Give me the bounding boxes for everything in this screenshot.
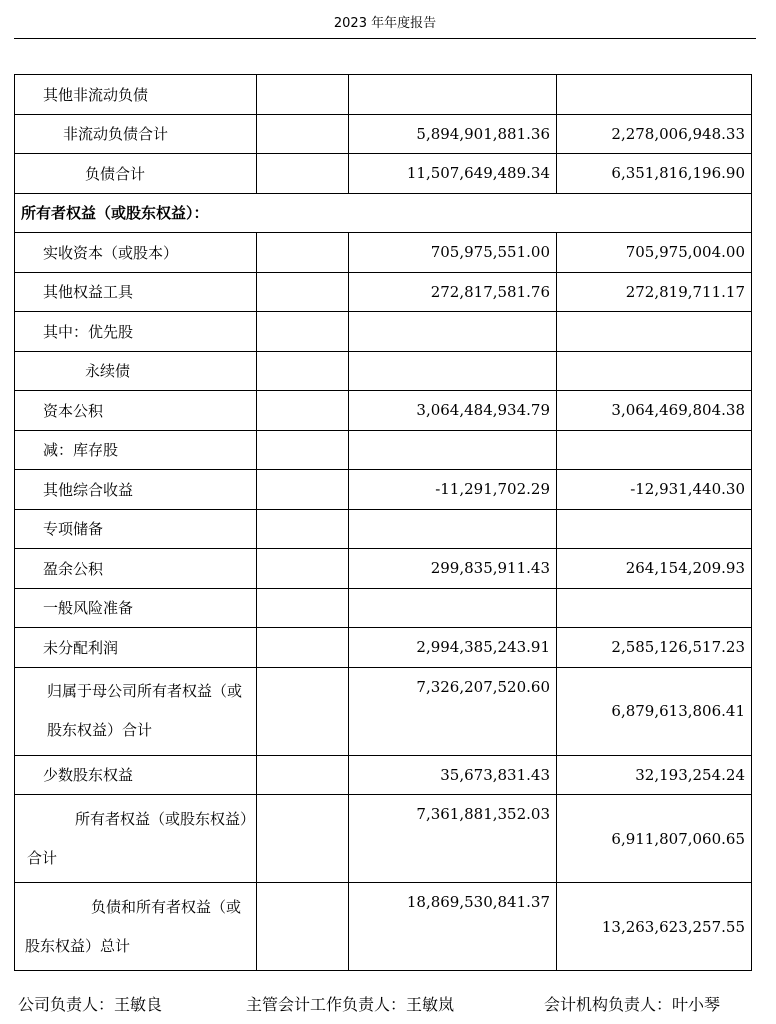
table-row	[15, 509, 752, 549]
previous-value: 2,278,006,948.33	[557, 114, 752, 154]
previous-value: 705,975,004.00	[557, 233, 752, 273]
current-value: 7,361,881,352.03	[349, 795, 557, 883]
table-row	[15, 75, 752, 115]
previous-value: -12,931,440.30	[557, 470, 752, 510]
row-label: 负债和所有者权益（或股东权益）总计	[15, 883, 257, 971]
previous-value: 6,911,807,060.65	[557, 795, 752, 883]
row-label: 减：库存股	[15, 430, 257, 470]
row-label: 所有者权益（或股东权益）合计	[15, 795, 257, 883]
table-row	[15, 588, 752, 628]
row-label: 未分配利润	[15, 628, 257, 668]
table-row	[15, 628, 752, 668]
balance-sheet-table	[14, 74, 752, 971]
table-row	[15, 312, 752, 352]
company-head-signature: 公司负责人：王敏良	[18, 995, 163, 1014]
table-row	[15, 883, 752, 971]
current-value	[349, 430, 557, 470]
note-cell	[257, 667, 349, 755]
current-value	[349, 75, 557, 115]
current-value	[349, 351, 557, 391]
report-header	[14, 14, 756, 39]
section-heading-row	[15, 193, 752, 233]
table-row	[15, 755, 752, 795]
note-cell	[257, 430, 349, 470]
previous-value	[557, 509, 752, 549]
note-cell	[257, 628, 349, 668]
current-value: 2,994,385,243.91	[349, 628, 557, 668]
note-cell	[257, 549, 349, 589]
row-label: 非流动负债合计	[15, 114, 257, 154]
row-label: 实收资本（或股本）	[15, 233, 257, 273]
previous-value: 32,193,254.24	[557, 755, 752, 795]
note-cell	[257, 795, 349, 883]
previous-value: 3,064,469,804.38	[557, 391, 752, 431]
section-heading-equity: 所有者权益（或股东权益）：	[15, 193, 752, 233]
table-row	[15, 114, 752, 154]
previous-value	[557, 312, 752, 352]
previous-value: 6,879,613,806.41	[557, 667, 752, 755]
current-value: 35,673,831.43	[349, 755, 557, 795]
row-label: 负债合计	[15, 154, 257, 194]
note-cell	[257, 272, 349, 312]
note-cell	[257, 75, 349, 115]
note-cell	[257, 351, 349, 391]
current-value: 272,817,581.76	[349, 272, 557, 312]
table-row	[15, 470, 752, 510]
note-cell	[257, 755, 349, 795]
current-value: 705,975,551.00	[349, 233, 557, 273]
table-row	[15, 430, 752, 470]
row-label: 其他综合收益	[15, 470, 257, 510]
previous-value	[557, 75, 752, 115]
previous-value: 264,154,209.93	[557, 549, 752, 589]
row-label: 一般风险准备	[15, 588, 257, 628]
table-row	[15, 667, 752, 755]
previous-value: 272,819,711.17	[557, 272, 752, 312]
note-cell	[257, 114, 349, 154]
accounting-org-head-signature: 会计机构负责人：叶小琴	[544, 995, 721, 1014]
row-label: 专项储备	[15, 509, 257, 549]
row-label: 其他非流动负债	[15, 75, 257, 115]
current-value: 7,326,207,520.60	[349, 667, 557, 755]
row-label: 其中：优先股	[15, 312, 257, 352]
current-value: 18,869,530,841.37	[349, 883, 557, 971]
table-row	[15, 795, 752, 883]
current-value: 5,894,901,881.36	[349, 114, 557, 154]
current-value	[349, 588, 557, 628]
current-value: -11,291,702.29	[349, 470, 557, 510]
table-row	[15, 233, 752, 273]
table-row	[15, 154, 752, 194]
accounting-head-signature: 主管会计工作负责人：王敏岚	[246, 995, 455, 1014]
note-cell	[257, 233, 349, 273]
current-value: 3,064,484,934.79	[349, 391, 557, 431]
row-label: 少数股东权益	[15, 755, 257, 795]
previous-value	[557, 588, 752, 628]
current-value: 11,507,649,489.34	[349, 154, 557, 194]
report-title: 2023 年年度报告	[333, 16, 437, 31]
previous-value: 13,263,623,257.55	[557, 883, 752, 971]
table-row	[15, 272, 752, 312]
current-value	[349, 312, 557, 352]
previous-value: 6,351,816,196.90	[557, 154, 752, 194]
note-cell	[257, 391, 349, 431]
note-cell	[257, 883, 349, 971]
note-cell	[257, 154, 349, 194]
note-cell	[257, 312, 349, 352]
row-label: 资本公积	[15, 391, 257, 431]
previous-value	[557, 351, 752, 391]
row-label: 盈余公积	[15, 549, 257, 589]
note-cell	[257, 470, 349, 510]
row-label: 其他权益工具	[15, 272, 257, 312]
table-row	[15, 391, 752, 431]
previous-value	[557, 430, 752, 470]
table-row	[15, 549, 752, 589]
note-cell	[257, 588, 349, 628]
note-cell	[257, 509, 349, 549]
current-value: 299,835,911.43	[349, 549, 557, 589]
row-label: 永续债	[15, 351, 257, 391]
table-row	[15, 351, 752, 391]
row-label: 归属于母公司所有者权益（或股东权益）合计	[15, 667, 257, 755]
current-value	[349, 509, 557, 549]
previous-value: 2,585,126,517.23	[557, 628, 752, 668]
